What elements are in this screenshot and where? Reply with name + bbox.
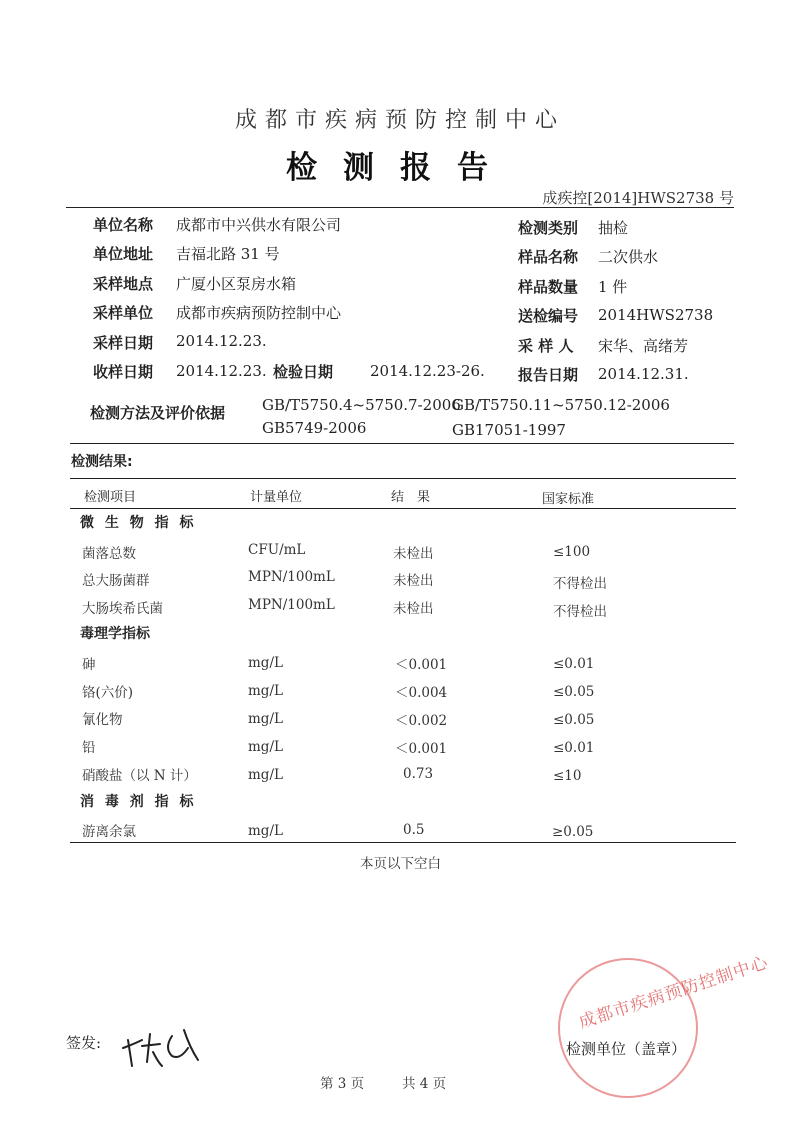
row-result: ＜0.002 <box>395 713 448 729</box>
sample-site-label: 采样地点 <box>93 275 154 293</box>
row-item: 游离余氯 <box>82 824 136 840</box>
category-microbial: 微 生 物 指 标 <box>80 515 197 531</box>
results-header-rule <box>70 508 736 509</box>
row-item: 菌落总数 <box>82 546 136 562</box>
test-type-value: 抽检 <box>598 219 629 237</box>
category-disinfectant: 消 毒 剂 指 标 <box>80 794 197 810</box>
signature-label: 签发: <box>66 1034 102 1052</box>
sampling-unit-value: 成都市疾病预防控制中心 <box>176 304 342 322</box>
method-1: GB/T5750.4~5750.7-2006 <box>262 396 461 414</box>
organization-name: 成都市疾病预防控制中心 <box>234 108 565 133</box>
row-standard: ≤10 <box>553 768 582 784</box>
row-result: 未检出 <box>393 546 434 562</box>
col-header-result: 结 果 <box>391 490 431 505</box>
sample-qty-label: 样品数量 <box>518 278 579 296</box>
method-3: GB5749-2006 <box>262 419 367 437</box>
report-number: 成疾控[2014]HWS2738 号 <box>542 189 734 207</box>
report-date-label: 报告日期 <box>518 366 579 384</box>
page-current: 第 3 页 <box>320 1076 365 1092</box>
sampler-label: 采 样 人 <box>518 337 574 355</box>
unit-address-label: 单位地址 <box>93 245 154 263</box>
row-unit: MPN/100mL <box>248 569 335 585</box>
row-item: 铬(六价) <box>82 685 134 701</box>
row-result: 0.5 <box>403 822 425 838</box>
stamp-label: 检测单位（盖章） <box>566 1040 687 1058</box>
row-item: 硝酸盐（以 N 计） <box>82 768 197 784</box>
unit-address-value: 吉福北路 31 号 <box>176 245 280 263</box>
row-item: 铅 <box>82 740 96 756</box>
row-result: 未检出 <box>393 573 434 589</box>
row-standard: ≤100 <box>553 544 591 560</box>
row-result: 未检出 <box>393 601 434 617</box>
row-unit: CFU/mL <box>248 542 306 558</box>
col-header-unit: 计量单位 <box>250 490 303 505</box>
submission-no-label: 送检编号 <box>518 307 579 325</box>
info-divider <box>70 443 734 444</box>
page-total: 共 4 页 <box>402 1076 447 1092</box>
row-standard: ≤0.05 <box>553 684 595 700</box>
header-divider <box>66 207 734 208</box>
sampler-value: 宋华、高绪芳 <box>598 337 689 355</box>
row-item: 大肠埃希氏菌 <box>82 601 163 617</box>
handwritten-signature <box>120 1018 210 1072</box>
report-title: 检测报告 <box>286 150 514 186</box>
row-item: 氰化物 <box>82 712 123 728</box>
sampling-unit-label: 采样单位 <box>93 304 154 322</box>
row-standard: ≤0.01 <box>553 740 595 756</box>
col-header-standard: 国家标准 <box>542 492 595 507</box>
row-unit: mg/L <box>248 739 283 755</box>
test-date-label: 检验日期 <box>273 363 334 381</box>
row-unit: mg/L <box>248 683 283 699</box>
sample-name-value: 二次供水 <box>598 248 659 266</box>
blank-note: 本页以下空白 <box>360 856 441 872</box>
row-unit: MPN/100mL <box>248 597 335 613</box>
row-item: 砷 <box>82 657 96 673</box>
row-unit: mg/L <box>248 711 283 727</box>
row-result: 0.73 <box>403 766 434 782</box>
row-standard: 不得检出 <box>553 604 607 620</box>
unit-name-value: 成都市中兴供水有限公司 <box>176 216 342 234</box>
sampling-date-label: 采样日期 <box>93 334 154 352</box>
row-standard: ≤0.05 <box>553 712 595 728</box>
test-type-label: 检测类别 <box>518 219 579 237</box>
results-section-label: 检测结果: <box>71 454 133 470</box>
row-result: ＜0.004 <box>395 685 448 701</box>
row-standard: ≥0.05 <box>552 824 594 840</box>
row-result: ＜0.001 <box>395 741 448 757</box>
results-top-rule <box>70 478 736 479</box>
stamp-text: 成都市疾病预防控制中心 <box>576 952 772 1033</box>
row-standard: ≤0.01 <box>553 656 595 672</box>
col-header-item: 检测项目 <box>84 490 137 505</box>
row-unit: mg/L <box>248 823 283 839</box>
method-4: GB17051-1997 <box>452 421 566 439</box>
row-result: ＜0.001 <box>395 657 448 673</box>
submission-no-value: 2014HWS2738 <box>598 306 714 324</box>
receipt-date-value: 2014.12.23. <box>176 362 267 380</box>
row-unit: mg/L <box>248 767 283 783</box>
sample-qty-value: 1 件 <box>598 278 628 296</box>
category-toxicology: 毒理学指标 <box>80 626 150 642</box>
method-2: GB/T5750.11~5750.12-2006 <box>452 396 670 414</box>
method-label: 检测方法及评价依据 <box>90 404 226 422</box>
row-item: 总大肠菌群 <box>82 573 150 589</box>
test-date-value: 2014.12.23-26. <box>370 362 485 380</box>
sample-site-value: 广厦小区泵房水箱 <box>176 275 297 293</box>
report-date-value: 2014.12.31. <box>598 365 689 383</box>
row-standard: 不得检出 <box>553 576 607 592</box>
results-bottom-rule <box>70 842 736 843</box>
row-unit: mg/L <box>248 655 283 671</box>
sample-name-label: 样品名称 <box>518 248 579 266</box>
receipt-date-label: 收样日期 <box>93 363 154 381</box>
sampling-date-value: 2014.12.23. <box>176 332 267 350</box>
unit-name-label: 单位名称 <box>93 216 154 234</box>
